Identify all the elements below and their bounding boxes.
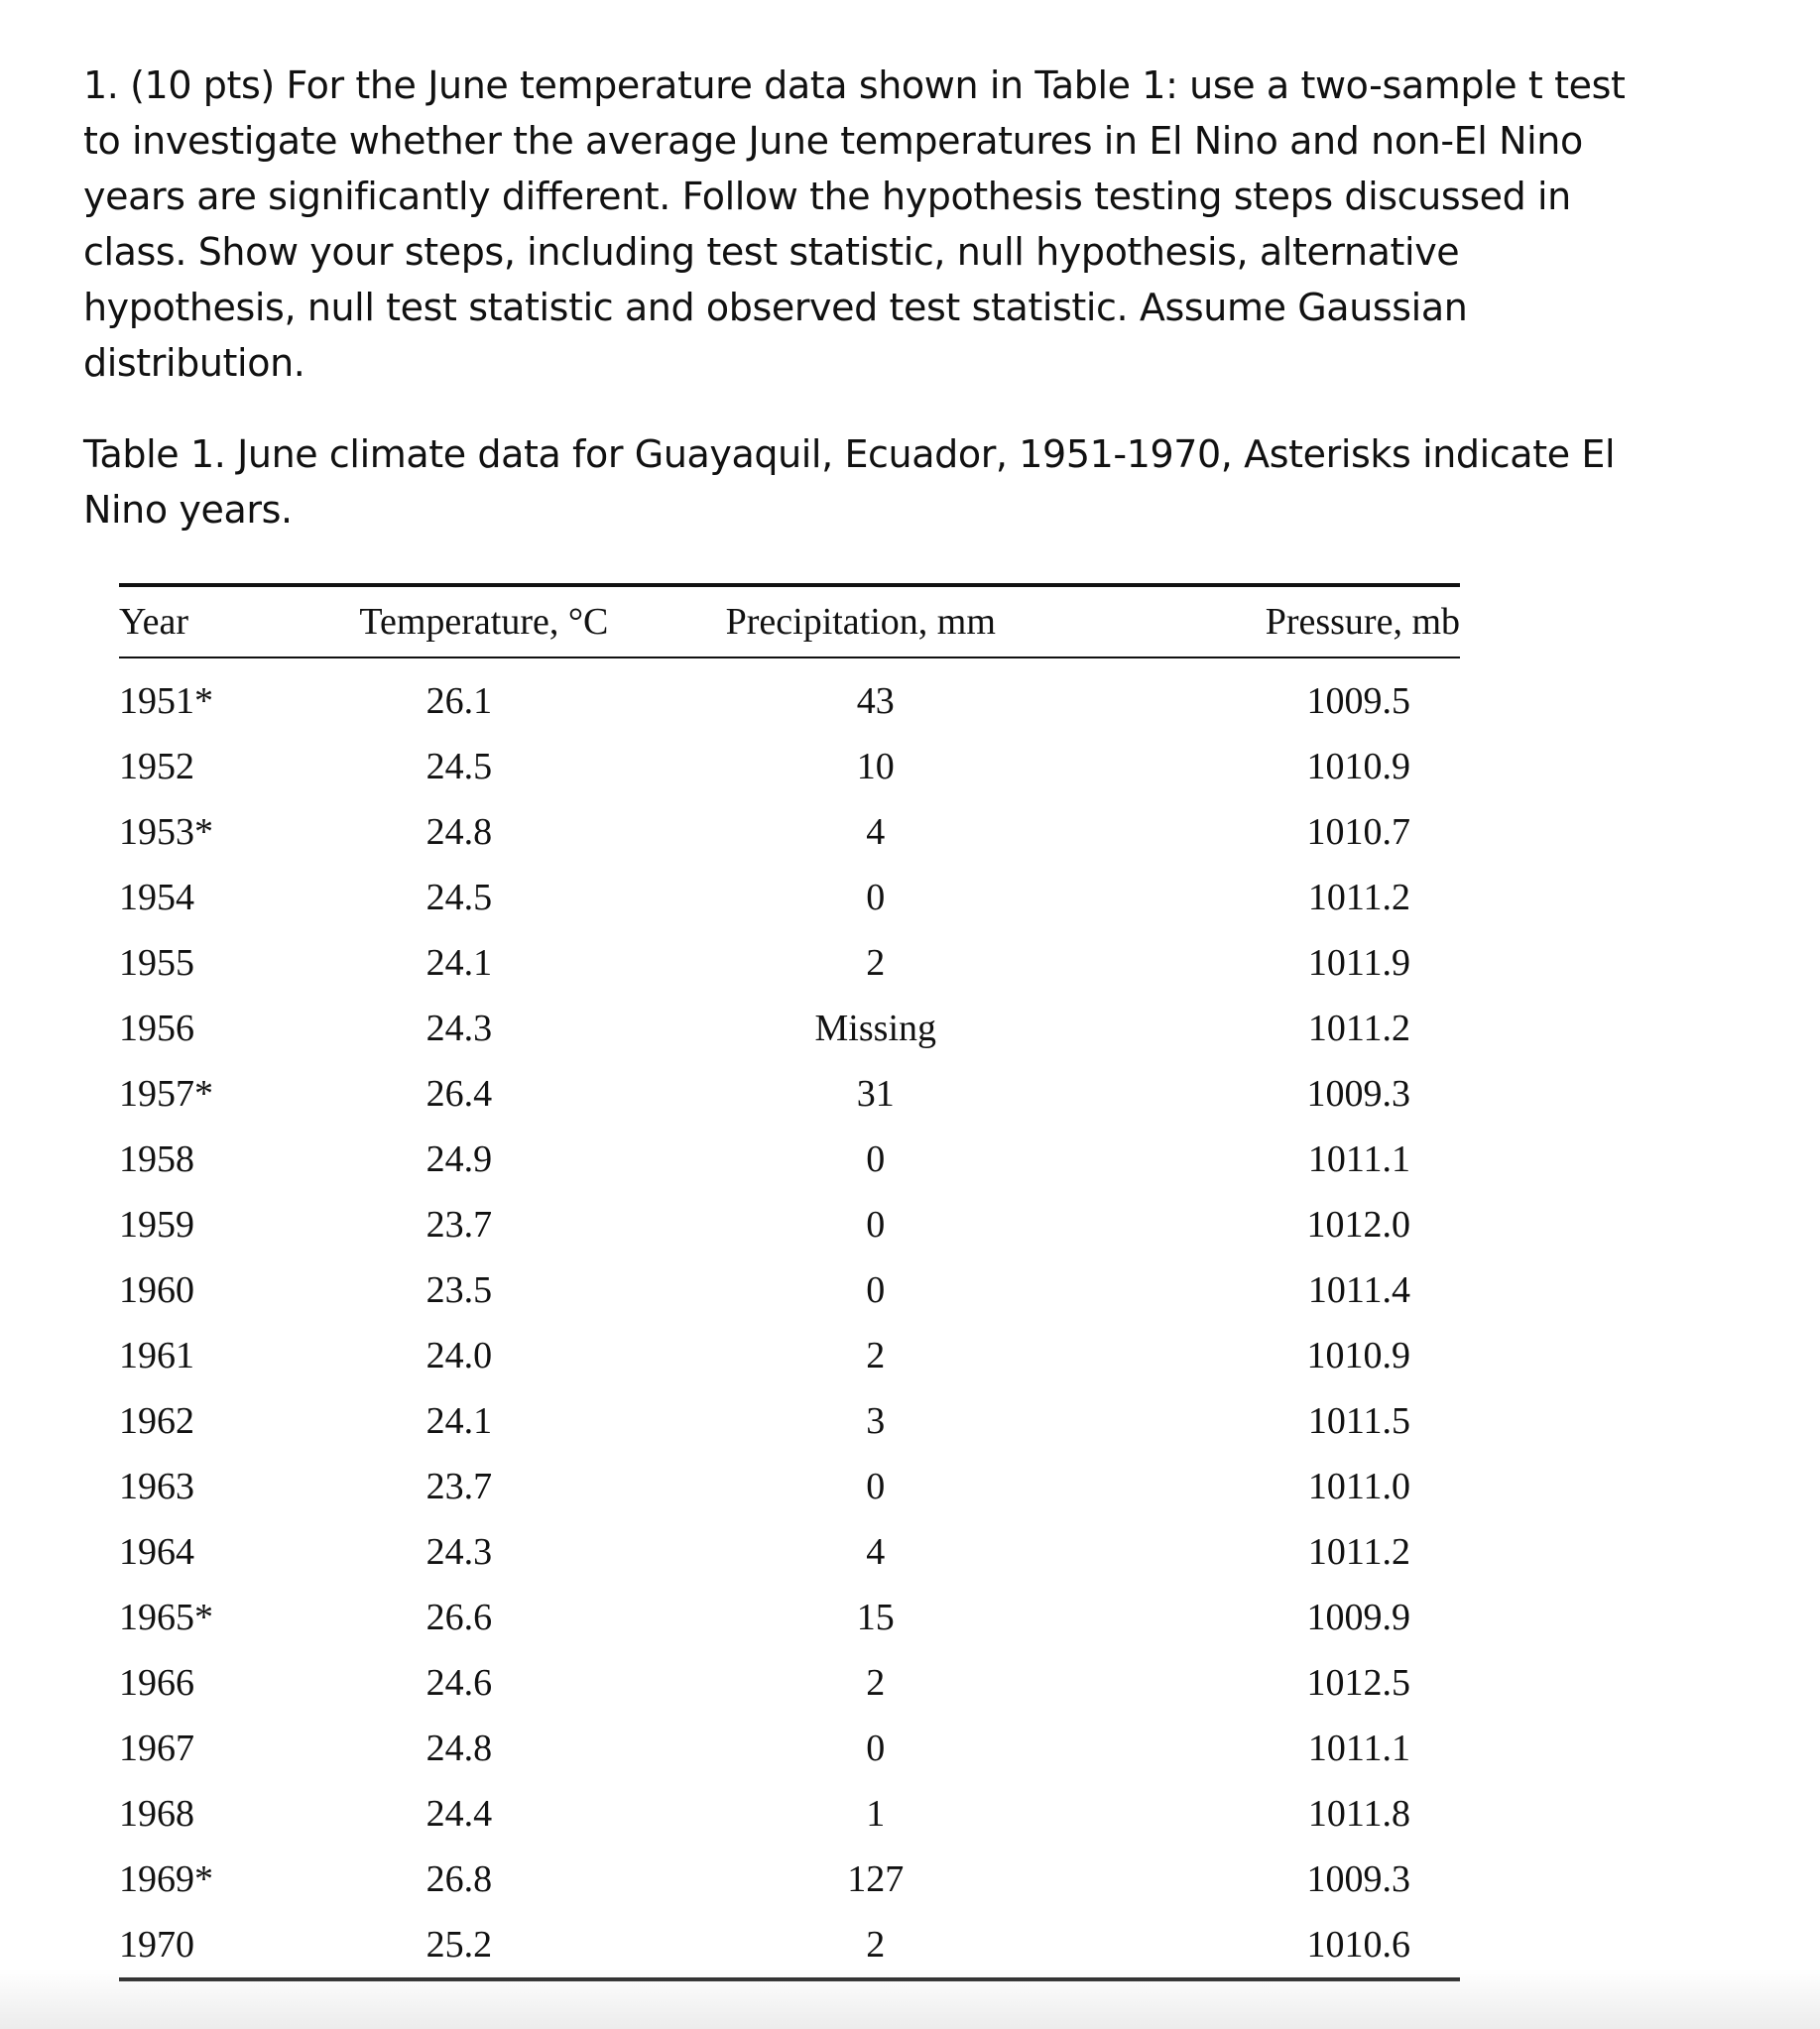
table-caption bbox=[83, 426, 1769, 537]
table-row bbox=[119, 1061, 1460, 1127]
page-bottom-shadow bbox=[0, 1969, 1820, 2029]
cell-year: 1960 bbox=[119, 1269, 194, 1311]
table-row bbox=[119, 1257, 1460, 1323]
cell-temperature: 24.8 bbox=[425, 1728, 493, 1769]
cell-pressure: 1010.9 bbox=[1306, 746, 1410, 787]
question-line: to investigate whether the average June temperatures in El Nino and non-El Nino bbox=[83, 119, 1583, 163]
cell-year: 1970 bbox=[119, 1924, 194, 1966]
climate-data-table bbox=[119, 583, 1460, 1981]
table-row bbox=[119, 1650, 1460, 1716]
cell-temperature: 24.6 bbox=[425, 1662, 493, 1704]
header-temperature: Temperature, °C bbox=[359, 601, 609, 643]
table-row bbox=[119, 1454, 1460, 1519]
cell-temperature: 24.5 bbox=[425, 877, 493, 918]
table-row bbox=[119, 1192, 1460, 1257]
cell-year: 1958 bbox=[119, 1138, 194, 1180]
cell-year: 1951* bbox=[119, 680, 213, 722]
cell-year: 1964 bbox=[119, 1531, 194, 1573]
caption-line: Table 1. June climate data for Guayaquil, Ecuador, 1951-1970, Asterisks indicate El bbox=[83, 432, 1616, 476]
cell-temperature: 25.2 bbox=[425, 1924, 493, 1966]
question-line: 1. (10 pts) For the June temperature data shown in Table 1: use a two-sample t test bbox=[83, 63, 1626, 107]
cell-year: 1955 bbox=[119, 942, 194, 984]
cell-precipitation: 0 bbox=[866, 1204, 886, 1246]
cell-temperature: 24.1 bbox=[425, 1400, 493, 1442]
cell-pressure: 1010.7 bbox=[1306, 811, 1410, 853]
cell-year: 1968 bbox=[119, 1793, 194, 1835]
cell-precipitation: Missing bbox=[814, 1008, 936, 1049]
cell-pressure: 1011.9 bbox=[1307, 942, 1410, 984]
question-line: class. Show your steps, including test statistic, null hypothesis, alternative bbox=[83, 230, 1460, 274]
header-pressure: Pressure, mb bbox=[1265, 601, 1460, 643]
cell-pressure: 1009.5 bbox=[1306, 680, 1410, 722]
table-row bbox=[119, 865, 1460, 930]
cell-temperature: 23.7 bbox=[425, 1466, 493, 1507]
cell-year: 1967 bbox=[119, 1728, 194, 1769]
cell-temperature: 24.9 bbox=[425, 1138, 493, 1180]
cell-precipitation: 43 bbox=[856, 680, 895, 722]
cell-pressure: 1011.2 bbox=[1307, 1531, 1410, 1573]
cell-precipitation: 3 bbox=[866, 1400, 886, 1442]
table-row bbox=[119, 799, 1460, 865]
table-row bbox=[119, 657, 1460, 734]
cell-pressure: 1012.0 bbox=[1306, 1204, 1410, 1246]
cell-precipitation: 10 bbox=[856, 746, 895, 787]
cell-pressure: 1010.9 bbox=[1306, 1335, 1410, 1376]
cell-precipitation: 15 bbox=[856, 1597, 895, 1638]
cell-year: 1959 bbox=[119, 1204, 194, 1246]
table-row bbox=[119, 1716, 1460, 1781]
cell-temperature: 24.3 bbox=[425, 1008, 493, 1049]
cell-temperature: 26.1 bbox=[425, 680, 493, 722]
cell-precipitation: 2 bbox=[866, 942, 886, 984]
cell-year: 1954 bbox=[119, 877, 194, 918]
header-year: Year bbox=[119, 601, 189, 643]
cell-pressure: 1009.9 bbox=[1306, 1597, 1410, 1638]
table-row bbox=[119, 1127, 1460, 1192]
question-line: hypothesis, null test statistic and observed test statistic. Assume Gaussian bbox=[83, 286, 1468, 329]
cell-year: 1969* bbox=[119, 1858, 213, 1900]
cell-temperature: 23.5 bbox=[425, 1269, 493, 1311]
cell-precipitation: 2 bbox=[866, 1924, 886, 1966]
table-row bbox=[119, 1388, 1460, 1454]
cell-year: 1963 bbox=[119, 1466, 194, 1507]
cell-year: 1952 bbox=[119, 746, 194, 787]
cell-pressure: 1009.3 bbox=[1306, 1858, 1410, 1900]
cell-precipitation: 0 bbox=[866, 877, 886, 918]
cell-pressure: 1009.3 bbox=[1306, 1073, 1410, 1115]
table-row bbox=[119, 1781, 1460, 1847]
question-line: distribution. bbox=[83, 341, 305, 385]
cell-year: 1953* bbox=[119, 811, 213, 853]
cell-year: 1957* bbox=[119, 1073, 213, 1115]
cell-pressure: 1011.4 bbox=[1307, 1269, 1410, 1311]
cell-temperature: 24.4 bbox=[425, 1793, 493, 1835]
cell-year: 1965* bbox=[119, 1597, 213, 1638]
cell-temperature: 24.5 bbox=[425, 746, 493, 787]
question-text bbox=[83, 58, 1769, 391]
cell-pressure: 1011.1 bbox=[1307, 1138, 1410, 1180]
cell-temperature: 24.1 bbox=[425, 942, 493, 984]
cell-year: 1966 bbox=[119, 1662, 194, 1704]
question-line: years are significantly different. Follow the hypothesis testing steps discussed in bbox=[83, 175, 1571, 218]
cell-pressure: 1012.5 bbox=[1306, 1662, 1410, 1704]
table-row bbox=[119, 1323, 1460, 1388]
cell-temperature: 26.4 bbox=[425, 1073, 493, 1115]
cell-precipitation: 2 bbox=[866, 1662, 886, 1704]
cell-pressure: 1011.5 bbox=[1307, 1400, 1410, 1442]
cell-precipitation: 2 bbox=[866, 1335, 886, 1376]
table-body bbox=[119, 657, 1460, 1979]
table-header-row bbox=[119, 585, 1460, 657]
table-row bbox=[119, 930, 1460, 996]
cell-pressure: 1010.6 bbox=[1306, 1924, 1410, 1966]
table-row bbox=[119, 1519, 1460, 1585]
cell-precipitation: 0 bbox=[866, 1466, 886, 1507]
cell-pressure: 1011.8 bbox=[1307, 1793, 1410, 1835]
cell-year: 1961 bbox=[119, 1335, 194, 1376]
table-row bbox=[119, 996, 1460, 1061]
cell-temperature: 23.7 bbox=[425, 1204, 493, 1246]
cell-precipitation: 0 bbox=[866, 1138, 886, 1180]
cell-precipitation: 0 bbox=[866, 1728, 886, 1769]
cell-temperature: 26.8 bbox=[425, 1858, 493, 1900]
cell-precipitation: 4 bbox=[866, 811, 886, 853]
caption-line: Nino years. bbox=[83, 488, 293, 532]
cell-temperature: 26.6 bbox=[425, 1597, 493, 1638]
cell-precipitation: 1 bbox=[866, 1793, 886, 1835]
cell-pressure: 1011.2 bbox=[1307, 877, 1410, 918]
cell-temperature: 24.3 bbox=[425, 1531, 493, 1573]
header-precipitation: Precipitation, mm bbox=[725, 601, 996, 643]
cell-precipitation: 31 bbox=[856, 1073, 895, 1115]
cell-temperature: 24.8 bbox=[425, 811, 493, 853]
cell-pressure: 1011.0 bbox=[1307, 1466, 1410, 1507]
cell-temperature: 24.0 bbox=[425, 1335, 493, 1376]
cell-precipitation: 0 bbox=[866, 1269, 886, 1311]
table-row bbox=[119, 734, 1460, 799]
cell-pressure: 1011.2 bbox=[1307, 1008, 1410, 1049]
cell-year: 1962 bbox=[119, 1400, 194, 1442]
cell-pressure: 1011.1 bbox=[1307, 1728, 1410, 1769]
cell-year: 1956 bbox=[119, 1008, 194, 1049]
cell-precipitation: 127 bbox=[847, 1858, 905, 1900]
cell-precipitation: 4 bbox=[866, 1531, 886, 1573]
table-row bbox=[119, 1847, 1460, 1912]
table-row bbox=[119, 1585, 1460, 1650]
